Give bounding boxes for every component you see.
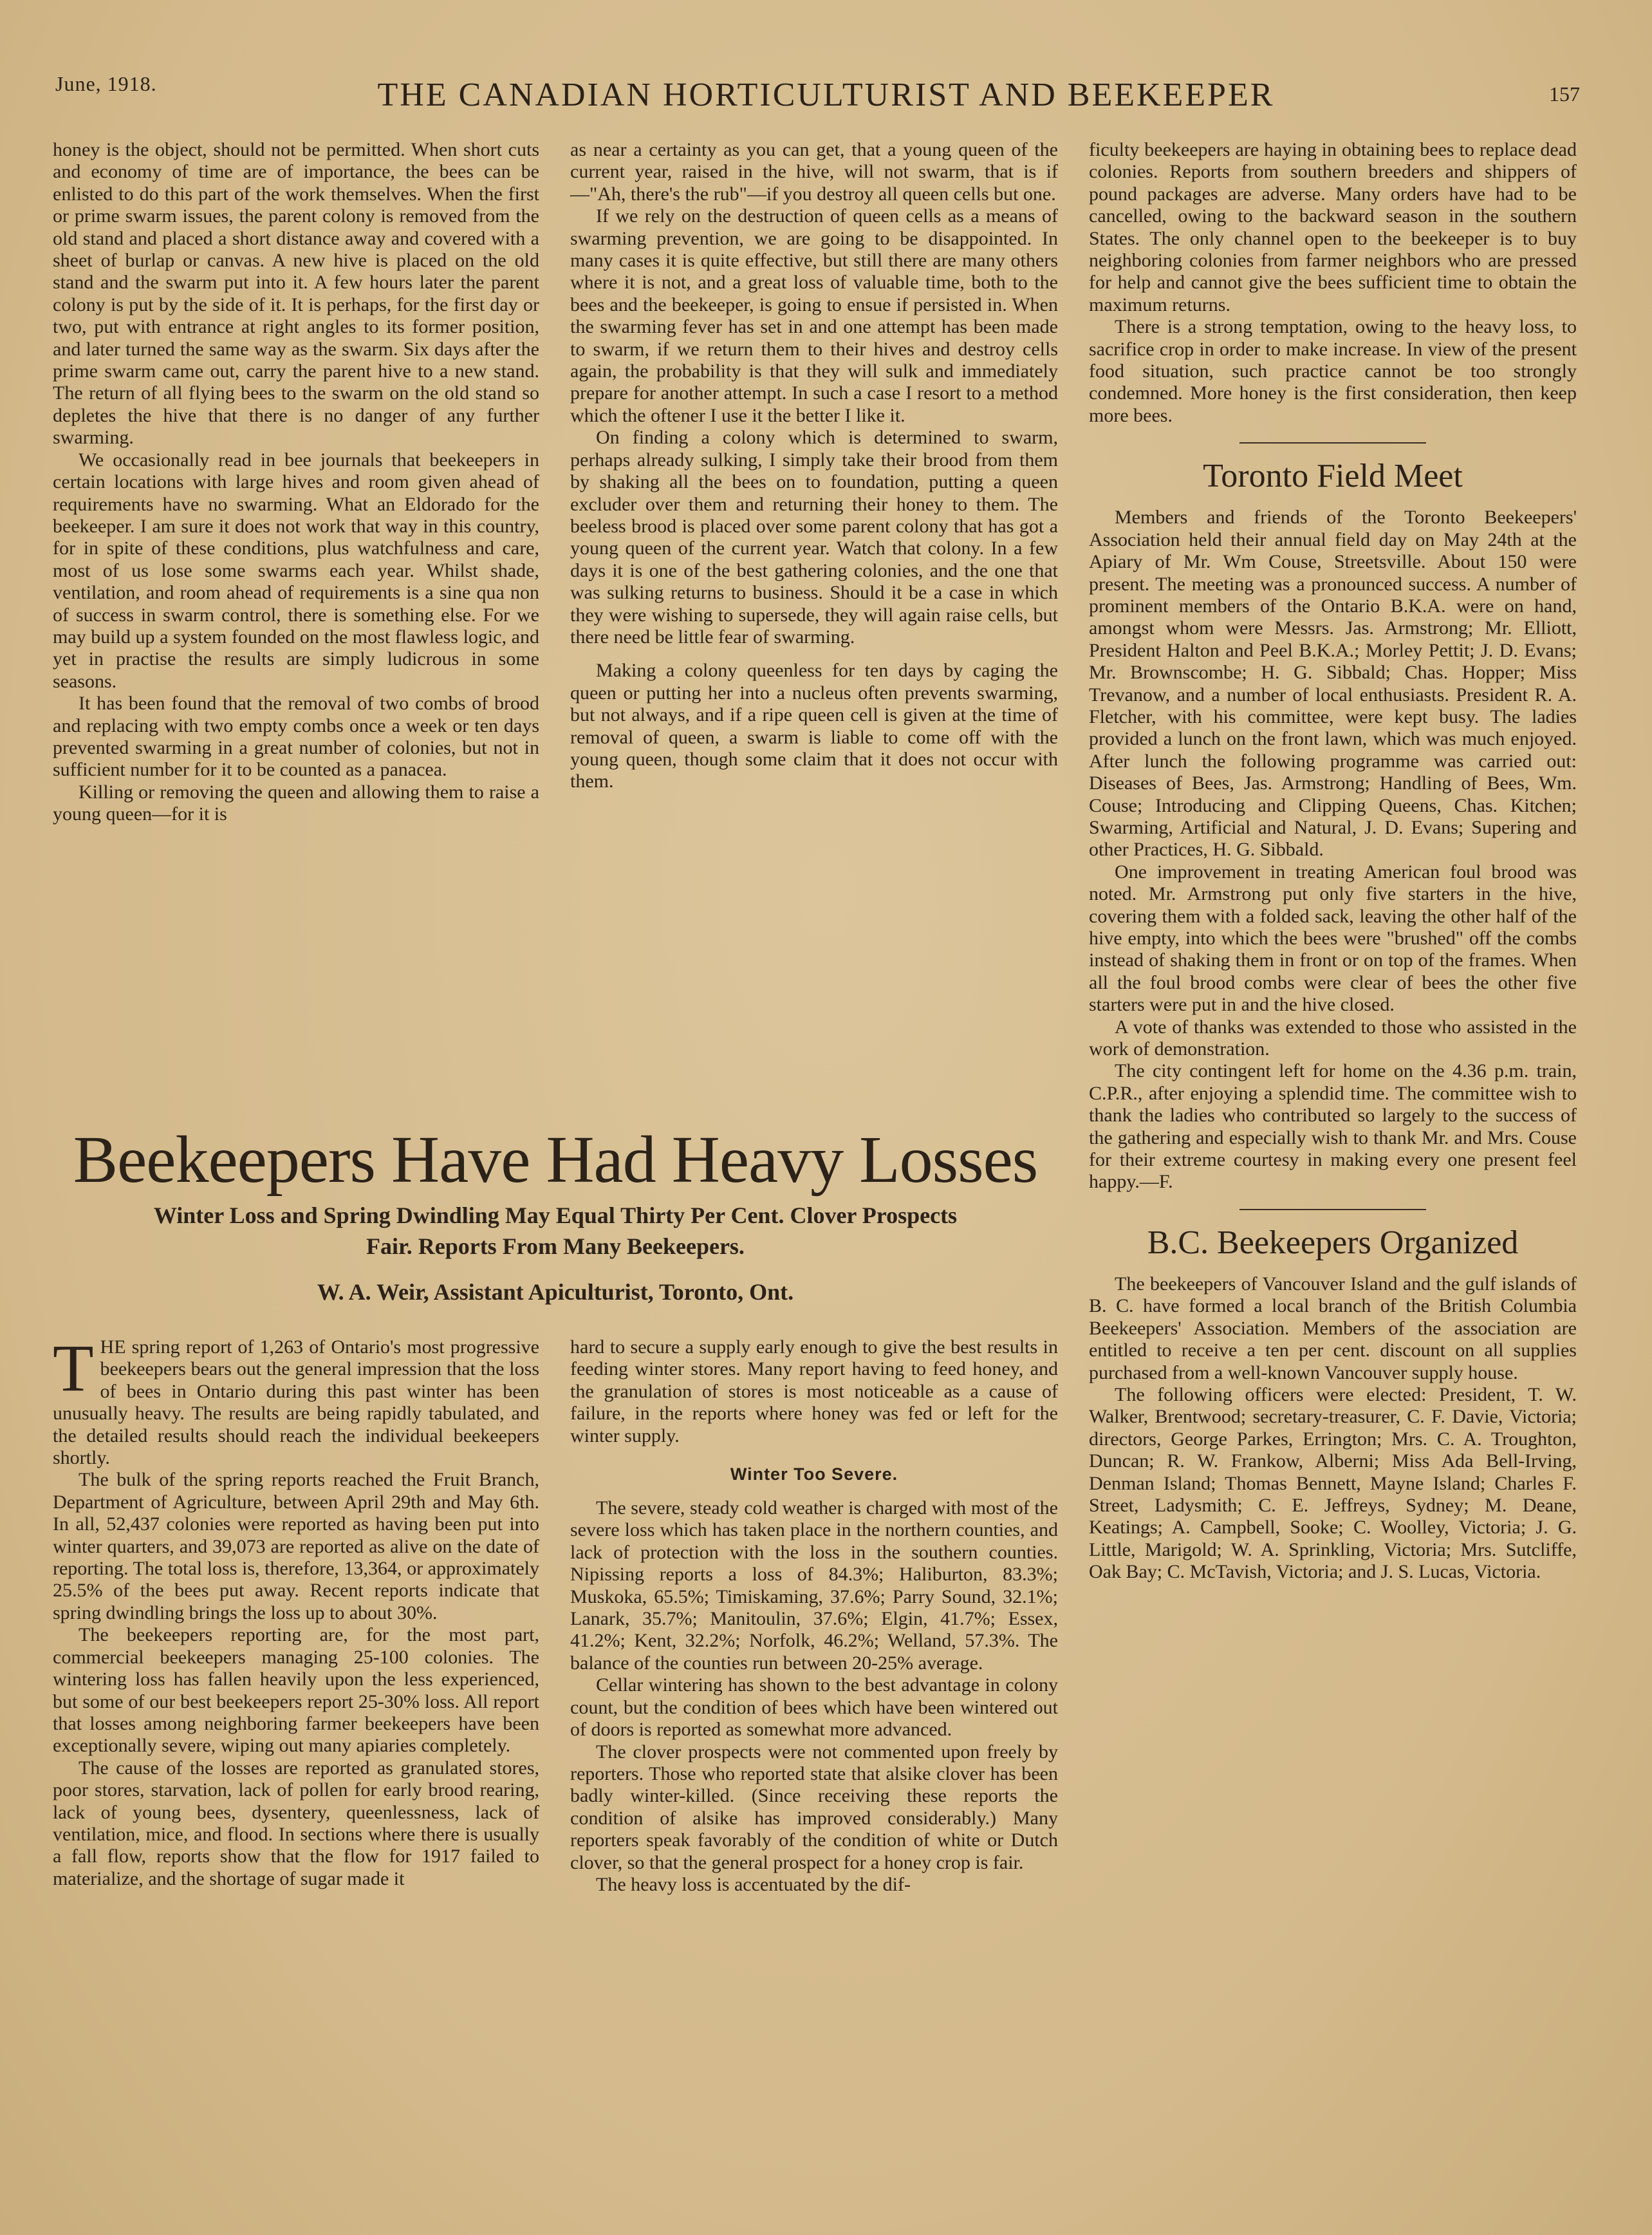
- lead-text: HE spring report of 1,263 of Ontario's most progressive beekeepers bears out the general impression that the loss of bees in Ontario during this past winter has been unusually heavy. The results are being rapidly tabulated, and the detailed results should reach the individual beekeepers shortly.: [53, 1336, 539, 1469]
- paragraph: If we rely on the destruction of queen cells as a means of swarming prevention, we are going to be disappointed. In many cases it is quite effective, but still there are many others where it is not, and a great loss of valuable time, both to the bees and the beekeeper, is going to ensue if persisted in. When the swarming fever has set in and one attempt has been made to swarm, if we return them to their hives and destroy cells again, the probability is that they will sulk and immediately prepare for another attempt. In such a case I resort to a method which the oftener I use it the better I like it.: [570, 205, 1058, 426]
- paragraph: The city contingent left for home on the 4.36 p.m. train, C.P.R., after enjoying a splendid time. The committee wish to thank the ladies who contributed so largely to the success of the gathering and especially wish to thank Mr. and Mrs. Couse for their extreme courtesy in making every one present feel happy.—F.: [1089, 1060, 1577, 1193]
- paragraph: It has been found that the removal of two combs of brood and replacing with two empty combs once a week or ten days prevented swarming in a great number of colonies, but not in sufficient number for it to be counted as a panacea.: [53, 693, 539, 781]
- paragraph: Cellar wintering has shown to the best advantage in colony count, but the condition of bees which have been wintered out of doors is reported as somewhat more advanced.: [570, 1674, 1058, 1741]
- paragraph: ficulty beekeepers are haying in obtaining bees to replace dead colonies. Reports from southern breeders and shippers of pound packages are adverse. Many orders have had to be cancelled, owing to the backward season in the southern States. The only channel open to the beekeeper is to buy neighboring colonies from farmer neighbors who are pressed for help and cannot give the bees sufficient time to obtain the maximum returns.: [1089, 139, 1577, 315]
- paragraph: Killing or removing the queen and allowing them to raise a young queen—for it is: [53, 781, 539, 825]
- article-headline: Beekeepers Have Had Heavy Losses: [73, 1123, 1038, 1197]
- paragraph: The clover prospects were not commented upon freely by reporters. Those who reported state that alsike clover has been badly winter-killed. (Since receiving these reports the condition of alsike has improved considerably.) Many reporters speak favorably of the condition of white or Dutch clover, so that the general prospect for a honey crop is fair.: [570, 1741, 1058, 1873]
- paragraph: The beekeepers reporting are, for the most part, commercial beekeepers managing 25-100 colonies. The wintering loss has fallen heavily upon the less experienced, but some of our best beekeepers report 25-30% loss. All report that losses among neighboring farmer beekeepers have been exceptionally severe, wiping out many apiaries completely.: [53, 1624, 539, 1757]
- paragraph: Making a colony queenless for ten days by caging the queen or putting her into a nucleus often prevents swarming, but not always, and if a ripe queen cell is given at the time of removal of queen, a swarm is liable to come off with the young queen, though some claim that it does not occur with them.: [570, 660, 1058, 792]
- paragraph: The bulk of the spring reports reached the Fruit Branch, Department of Agriculture, between April 29th and May 6th. In all, 52,437 colonies were reported as having been put into winter quarters, and 39,073 are reported as alive on the date of reporting. The total loss is, therefore, 13,364, or approximately 25.5% of the bees put away. Recent reports indicate that spring dwindling brings the loss up to about 30%.: [53, 1469, 539, 1623]
- paragraph: The beekeepers of Vancouver Island and the gulf islands of B. C. have formed a local branch of the British Columbia Beekeepers' Association. Members of the association are entitled to receive a ten per cent. discount on all supplies purchased from a well-known Vancouver supply house.: [1089, 1273, 1577, 1383]
- paragraph: The severe, steady cold weather is charged with most of the severe loss which has taken place in the northern counties, and lack of protection with the loss in the southern counties. Nipissing reports a loss of 84.3%; Haliburton, 83.3%; Muskoka, 65.5%; Timiskaming, 37.6%; Parry Sound, 32.1%; Lanark, 35.7%; Manitoulin, 37.6%; Elgin, 41.7%; Essex, 41.2%; Kent, 32.2%; Norfolk, 46.2%; Welland, 57.3%. The balance of the counties run between 20-25% average.: [570, 1497, 1058, 1674]
- issue-date: June, 1918.: [55, 72, 157, 95]
- paragraph: One improvement in treating American foul brood was noted. Mr. Armstrong put only five starters in the hive, covering them with a folded sack, leaving the other half of the hive empty, into which the bees were "brushed" off the combs instead of shaking them in front or on top of the frames. When all the foul brood combs were clear of bees the other five starters were put in and the hive closed.: [1089, 861, 1577, 1016]
- continued-article-col2: [570, 139, 1058, 793]
- paragraph: On finding a colony which is determined to swarm, perhaps already sulking, I simply take their brood from them by shaking all the bees on to foundation, putting a queen excluder over them and returning their honey to them. The beeless brood is placed over some parent colony that has got a young queen of the current year. Watch that colony. In a few days it is one of the best gathering colonies, and the one that was sulking returns to business. Should it be a case in which they were wishing to supersede, they will again raise cells, but there need be little fear of swarming.: [570, 427, 1058, 648]
- paragraph: as near a certainty as you can get, that a young queen of the current year, raised in the hive, will not swarm, that is if—"Ah, there's the rub"—if you destroy all queen cells but one.: [570, 139, 1058, 205]
- paragraph: [53, 1331, 539, 1469]
- page-number: 157: [1549, 82, 1580, 106]
- subtitle-line: Winter Loss and Spring Dwindling May Equal Thirty Per Cent. Clover Prospects: [153, 1202, 958, 1228]
- paragraph: We occasionally read in bee journals that beekeepers in certain locations with large hives and room given ahead of requirements have no swarming. What an Eldorado for the beekeeper. I am sure it does not work that way in this country, for in spite of these conditions, plus watchfulness and care, most of us lose some swarms each year. Whilst shade, ventilation, and room ahead of requirements is a sine qua non of success in swarm control, there is something else. For we may build up a system founded on the most flawless logic, and yet in practise the results are simply ludicrous in some seasons.: [53, 449, 539, 692]
- paragraph: The following officers were elected: President, T. W. Walker, Brentwood; secretary-treasurer, C. F. Davie, Victoria; directors, George Parkes, Errington; Mrs. C. A. Troughton, Duncan; R. W. Frankow, Alberni; Miss Ada Bell-Irving, Denman Island; Thomas Bennett, Mayne Island; Charles F. Street, Ladysmith; C. E. Jeffreys, Sydney; M. Deane, Keatings; A. Campbell, Sooke; C. Woolley, Victoria; J. G. Little, Marigold; W. A. Sprinkling, Victoria; Mrs. Sutcliffe, Oak Bay; C. McTavish, Victoria; and J. S. Lucas, Victoria.: [1089, 1383, 1577, 1583]
- section-divider: [1239, 1209, 1426, 1210]
- paragraph: The cause of the losses are reported as granulated stores, poor stores, starvation, lack of pollen for early brood rearing, lack of young bees, dysentery, queenlessness, lack of ventilation, mice, and flood. In sections where there is usually a fall flow, reports show that the flow for 1917 failed to materialize, and the shortage of sugar made it: [53, 1757, 539, 1889]
- article-col2: [570, 1336, 1058, 1896]
- article-byline: W. A. Weir, Assistant Apiculturist, Toronto, Ont.: [317, 1279, 794, 1305]
- bc-heading: B.C. Beekeepers Organized: [1147, 1224, 1519, 1261]
- right-column: [1089, 139, 1577, 1584]
- section-divider: [1239, 442, 1426, 444]
- paragraph: honey is the object, should not be permitted. When short cuts and economy of time are of importance, the bees can be enlisted to do this part of the work themselves. When the first or prime swarm issues, the parent colony is removed from the old stand and placed a short distance away and covered with a sheet of burlap or canvas. A new hive is placed on the old stand and the swarm put into it. A few hours later the parent colony is put by the side of it. It is perhaps, for the first day or two, put with entrance at right angles to its former position, and later turned the same way as the swarm. Six days after the prime swarm came out, carry the parent hive to a new stand. The return of all flying bees to the swarm on the old stand so depletes the hive that there is no danger of any further swarming.: [53, 139, 539, 449]
- paragraph: Members and friends of the Toronto Beekeepers' Association held their annual field day on May 24th at the Apiary of Mr. Wm Couse, Streetsville. About 150 were present. The meeting was a pronounced success. A number of prominent members of the Ontario B.K.A. were on hand, amongst whom were Messrs. Jas. Armstrong; Mr. Elliott, President Halton and Peel B.K.A.; Morley Pettit; J. D. Evans; Mr. Brownscombe; H. G. Sibbald; Chas. Hopper; Miss Trevanow, and a number of local enthusiasts. President R. A. Fletcher, with his committee, were kept busy. The ladies provided a lunch on the front lawn, which was much enjoyed. After lunch the following programme was carried out: Diseases of Bees, Jas. Armstrong; Handling of Bees, Wm. Couse; Introducing and Clipping Queens, Chas. Kitchen; Swarming, Artificial and Natural, J. D. Evans; Supering and other Practices, H. G. Sibbald.: [1089, 507, 1577, 861]
- drop-cap: T: [53, 1331, 94, 1405]
- article-subtitle: [53, 1200, 1058, 1262]
- subtitle-line: Fair. Reports From Many Beekeepers.: [366, 1233, 745, 1259]
- paragraph: The heavy loss is accentuated by the dif-: [596, 1873, 911, 1895]
- toronto-heading: Toronto Field Meet: [1203, 458, 1463, 495]
- paragraph: There is a strong temptation, owing to the heavy loss, to sacrifice crop in order to make increase. In view of the present food situation, such practice cannot be too strongly condemned. More honey is the first consideration, then keep more bees.: [1089, 316, 1577, 426]
- magazine-title: THE CANADIAN HORTICULTURIST AND BEEKEEPER: [377, 77, 1275, 113]
- continued-article-col1: [53, 139, 539, 826]
- paragraph: A vote of thanks was extended to those who assisted in the work of demonstration.: [1089, 1016, 1577, 1060]
- section-subheading: Winter Too Severe.: [730, 1464, 898, 1484]
- paragraph: hard to secure a supply early enough to give the best results in feeding winter stores. Many report having to feed honey, and the granulation of stores is most noticeable as a cause of failure, in the reports where honey was fed or left for the winter supply.: [570, 1336, 1058, 1446]
- article-col1: [53, 1331, 539, 1890]
